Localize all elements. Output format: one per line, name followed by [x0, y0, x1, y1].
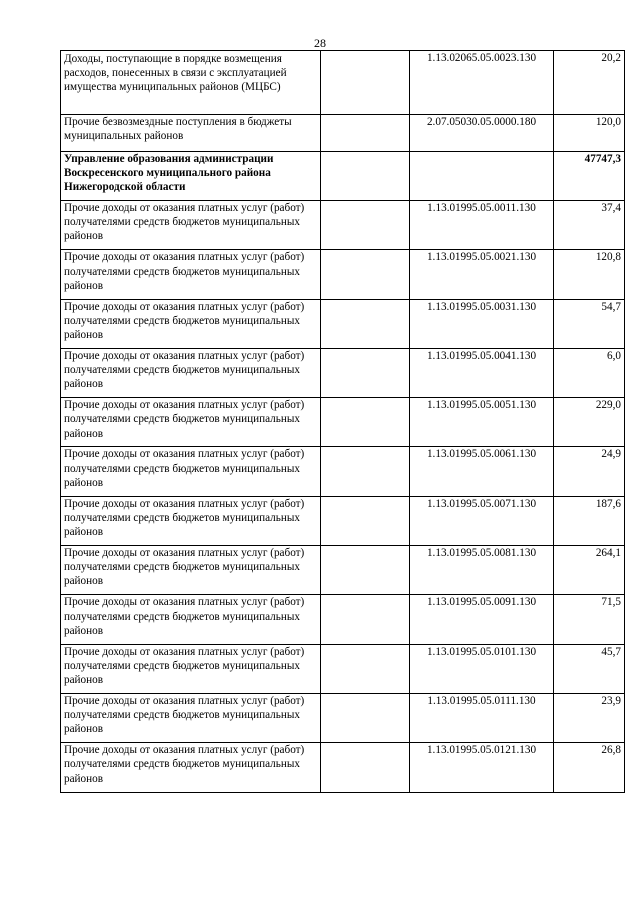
row-code: 1.13.01995.05.0081.130 [410, 546, 554, 595]
row-empty-cell [321, 496, 410, 545]
table-row [61, 644, 625, 693]
row-empty-cell [321, 644, 410, 693]
page-number: 28 [314, 36, 326, 50]
table-row [61, 201, 625, 250]
row-name: Прочие доходы от оказания платных услуг (работ) получателями средств бюджетов муниципальных районов [61, 201, 321, 250]
row-value: 120,8 [554, 250, 625, 299]
row-name: Прочие доходы от оказания платных услуг (работ) получателями средств бюджетов муниципальных районов [61, 299, 321, 348]
table-row [61, 693, 625, 742]
row-code: 1.13.01995.05.0041.130 [410, 348, 554, 397]
row-code: 1.13.01995.05.0101.130 [410, 644, 554, 693]
row-value: 71,5 [554, 595, 625, 644]
row-empty-cell [321, 152, 410, 201]
table-row [61, 743, 625, 792]
row-name: Прочие доходы от оказания платных услуг (работ) получателями средств бюджетов муниципальных районов [61, 644, 321, 693]
section-total: 47747,3 [554, 152, 625, 201]
row-empty-cell [321, 546, 410, 595]
row-name: Прочие доходы от оказания платных услуг (работ) получателями средств бюджетов муниципальных районов [61, 546, 321, 595]
row-empty-cell [321, 115, 410, 152]
row-value: 37,4 [554, 201, 625, 250]
table-row [61, 348, 625, 397]
table-row [61, 398, 625, 447]
row-code: 1.13.01995.05.0051.130 [410, 398, 554, 447]
table-row [61, 51, 625, 115]
row-value: 54,7 [554, 299, 625, 348]
row-empty-cell [321, 398, 410, 447]
row-value: 187,6 [554, 496, 625, 545]
section-name: Управление образования администрации Воскресенского муниципального района Нижегородской области [61, 152, 321, 201]
table-row [61, 496, 625, 545]
row-code [410, 152, 554, 201]
row-code: 2.07.05030.05.0000.180 [410, 115, 554, 152]
budget-table [60, 50, 625, 793]
row-value: 24,9 [554, 447, 625, 496]
row-code: 1.13.01995.05.0091.130 [410, 595, 554, 644]
row-value: 264,1 [554, 546, 625, 595]
row-name: Прочие доходы от оказания платных услуг (работ) получателями средств бюджетов муниципальных районов [61, 496, 321, 545]
table-row-section [61, 152, 625, 201]
row-empty-cell [321, 595, 410, 644]
row-name: Прочие доходы от оказания платных услуг (работ) получателями средств бюджетов муниципальных районов [61, 250, 321, 299]
row-code: 1.13.02065.05.0023.130 [410, 51, 554, 115]
row-name: Прочие доходы от оказания платных услуг (работ) получателями средств бюджетов муниципальных районов [61, 595, 321, 644]
row-empty-cell [321, 693, 410, 742]
row-name: Доходы, поступающие в порядке возмещения расходов, понесенных в связи с эксплуатацией имущества муниципальных районов (МЦБС) [61, 51, 321, 115]
table-row [61, 299, 625, 348]
row-code: 1.13.01995.05.0031.130 [410, 299, 554, 348]
row-code: 1.13.01995.05.0021.130 [410, 250, 554, 299]
table-row [61, 447, 625, 496]
row-empty-cell [321, 447, 410, 496]
row-value: 23,9 [554, 693, 625, 742]
row-value: 45,7 [554, 644, 625, 693]
row-code: 1.13.01995.05.0061.130 [410, 447, 554, 496]
row-value: 229,0 [554, 398, 625, 447]
row-empty-cell [321, 299, 410, 348]
row-empty-cell [321, 250, 410, 299]
table-row [61, 546, 625, 595]
row-empty-cell [321, 348, 410, 397]
row-code: 1.13.01995.05.0111.130 [410, 693, 554, 742]
row-code: 1.13.01995.05.0071.130 [410, 496, 554, 545]
table-row [61, 250, 625, 299]
row-empty-cell [321, 743, 410, 792]
table-row [61, 115, 625, 152]
table-row [61, 595, 625, 644]
row-name: Прочие доходы от оказания платных услуг (работ) получателями средств бюджетов муниципальных районов [61, 693, 321, 742]
row-empty-cell [321, 201, 410, 250]
row-value: 20,2 [554, 51, 625, 115]
row-name: Прочие доходы от оказания платных услуг (работ) получателями средств бюджетов муниципальных районов [61, 447, 321, 496]
row-name: Прочие доходы от оказания платных услуг (работ) получателями средств бюджетов муниципальных районов [61, 743, 321, 792]
row-code: 1.13.01995.05.0011.130 [410, 201, 554, 250]
row-name: Прочие безвозмездные поступления в бюджеты муниципальных районов [61, 115, 321, 152]
row-value: 26,8 [554, 743, 625, 792]
row-empty-cell [321, 51, 410, 115]
row-code: 1.13.01995.05.0121.130 [410, 743, 554, 792]
row-value: 6,0 [554, 348, 625, 397]
row-value: 120,0 [554, 115, 625, 152]
row-name: Прочие доходы от оказания платных услуг (работ) получателями средств бюджетов муниципальных районов [61, 348, 321, 397]
row-name: Прочие доходы от оказания платных услуг (работ) получателями средств бюджетов муниципальных районов [61, 398, 321, 447]
